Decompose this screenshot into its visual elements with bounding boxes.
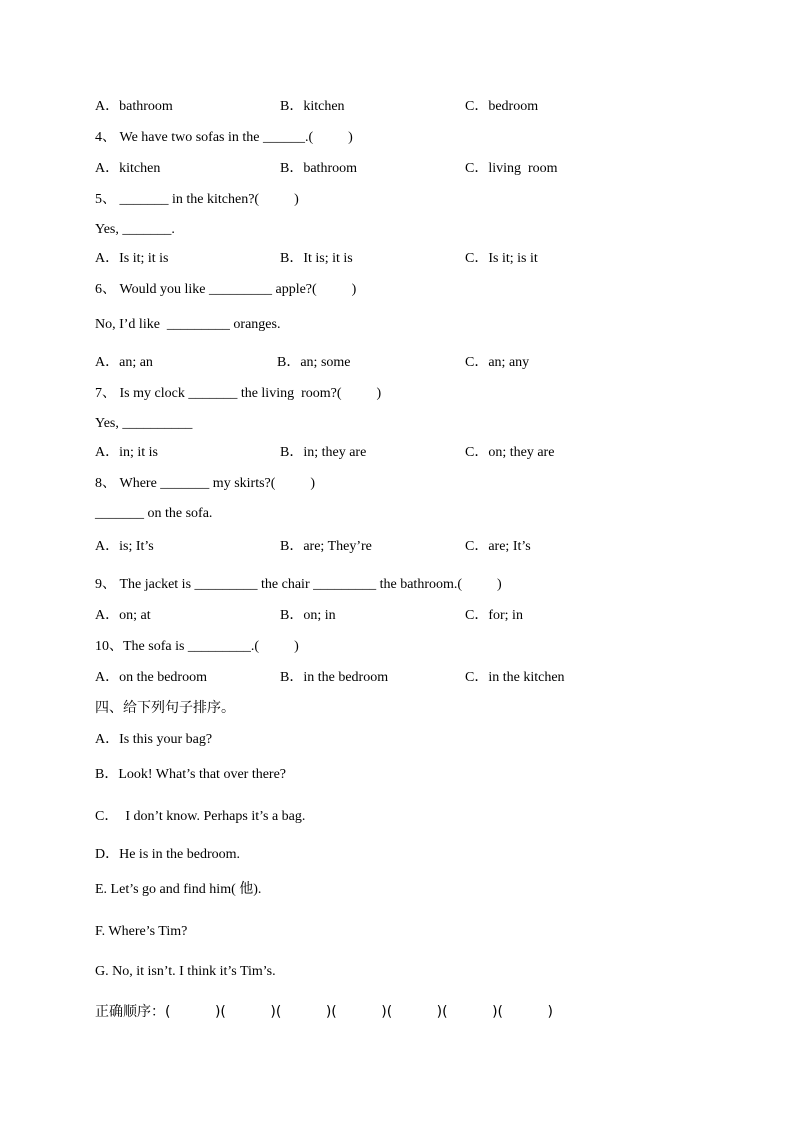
q6-question: 6、 Would you like _________ apple?( ) bbox=[95, 282, 357, 297]
q4-option-a: A．kitchen bbox=[95, 161, 161, 176]
q10-option-a: A．on the bedroom bbox=[95, 670, 207, 685]
q4-question: 4、 We have two sofas in the ______.( ) bbox=[95, 130, 353, 145]
q6-option-b: B．an; some bbox=[277, 355, 351, 370]
q6-answer-line: No, I’d like _________ oranges. bbox=[95, 317, 281, 332]
q6-option-a: A．an; an bbox=[95, 355, 153, 370]
q3-option-a: A．bathroom bbox=[95, 99, 173, 114]
q7-option-a: A．in; it is bbox=[95, 445, 159, 460]
q4-option-c: C．living room bbox=[465, 161, 558, 176]
sentence-b: B．Look! What’s that over there? bbox=[95, 767, 287, 782]
q9-option-b: B．on; in bbox=[280, 608, 336, 623]
q7-option-c: C．on; they are bbox=[465, 445, 555, 460]
sentence-c: C． I don’t know. Perhaps it’s a bag. bbox=[95, 809, 306, 824]
q7-answer-line: Yes, __________ bbox=[95, 416, 193, 431]
q4-option-b: B．bathroom bbox=[280, 161, 357, 176]
q7-option-b: B．in; they are bbox=[280, 445, 367, 460]
sentence-d: D．He is in the bedroom. bbox=[95, 847, 241, 862]
sentence-e: E. Let’s go and find him( 他). bbox=[95, 882, 262, 897]
q8-option-c: C．are; It’s bbox=[465, 539, 531, 554]
q8-option-a: A．is; It’s bbox=[95, 539, 154, 554]
q8-option-b: B．are; They’re bbox=[280, 539, 372, 554]
sentence-f: F. Where’s Tim? bbox=[95, 924, 188, 939]
q5-option-b: B．It is; it is bbox=[280, 251, 353, 266]
q5-option-c: C．Is it; is it bbox=[465, 251, 538, 266]
q5-answer-line: Yes, _______. bbox=[95, 222, 175, 237]
q8-answer-line: _______ on the sofa. bbox=[95, 506, 213, 521]
q6-option-c: C．an; any bbox=[465, 355, 530, 370]
q8-question: 8、 Where _______ my skirts?( ) bbox=[95, 476, 316, 491]
q10-option-b: B．in the bedroom bbox=[280, 670, 389, 685]
q5-option-a: A．Is it; it is bbox=[95, 251, 169, 266]
correct-order-line[interactable]: 正确顺序：( )( )( )( )( )( )( ) bbox=[95, 1004, 553, 1020]
q9-option-a: A．on; at bbox=[95, 608, 151, 623]
q5-question: 5、 _______ in the kitchen?( ) bbox=[95, 192, 299, 207]
q7-question: 7、 Is my clock _______ the living room?( ) bbox=[95, 386, 382, 401]
q9-question: 9、 The jacket is _________ the chair _________ the bathroom.( ) bbox=[95, 577, 502, 592]
section-4-title: 四、给下列句子排序。 bbox=[95, 700, 235, 716]
q10-question: 10、The sofa is _________.( ) bbox=[95, 639, 299, 654]
q3-option-c: C．bedroom bbox=[465, 99, 539, 114]
q10-option-c: C．in the kitchen bbox=[465, 670, 565, 685]
q9-option-c: C．for; in bbox=[465, 608, 523, 623]
q3-option-b: B．kitchen bbox=[280, 99, 345, 114]
sentence-g: G. No, it isn’t. I think it’s Tim’s. bbox=[95, 964, 276, 979]
sentence-a: A．Is this your bag? bbox=[95, 732, 213, 747]
